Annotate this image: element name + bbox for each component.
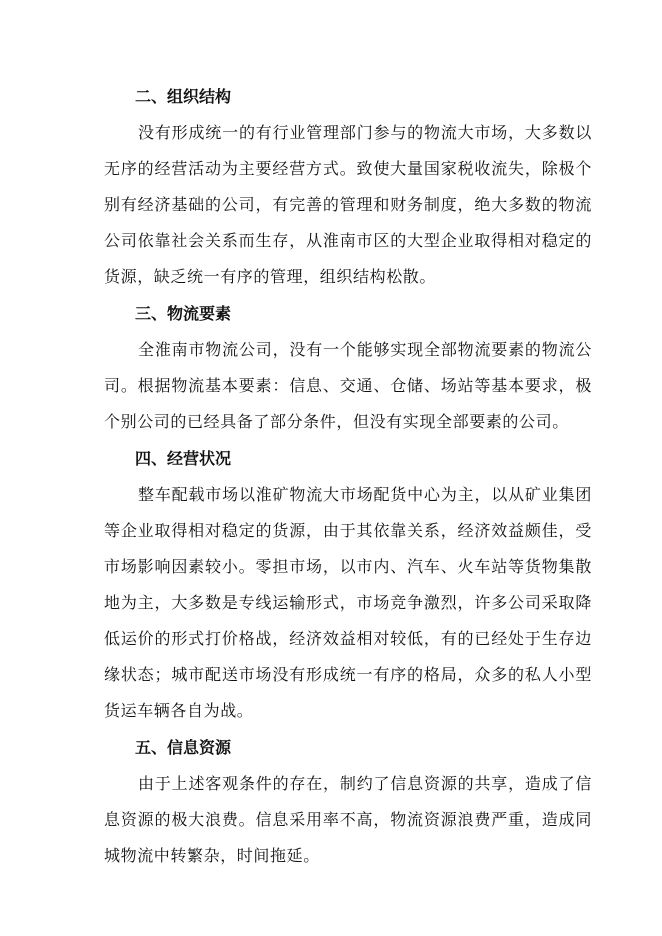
section-paragraph: 由于上述客观条件的存在，制约了信息资源的共享，造成了信息资源的极大浪费。信息采用率不高，物流资源浪费严重，造成同城物流中转繁杂，时间拖延。	[104, 774, 592, 865]
section-paragraph: 整车配载市场以淮矿物流大市场配货中心为主，以从矿业集团等企业取得相对稳定的货源，由于其依靠关系，经济效益颇佳，受市场影响因素较小。零担市场，以市内、汽车、火车站等货物集散地为主，大多数是专线运输形式，市场竞争激烈，许多公司采取降低运价的形式打价格战，经济效益相对较低，有的已经处于生存边缘状态；城市配送市场没有形成统一有序的格局，众多的私人小型货运车辆各自为战。	[104, 485, 592, 720]
section-heading: 二、组织结构	[135, 87, 232, 106]
section-organization-structure	[104, 78, 592, 295]
section-heading: 四、经营状况	[135, 449, 232, 468]
section-logistics-elements	[104, 295, 592, 440]
document-page	[104, 78, 592, 874]
section-information-resources	[104, 729, 592, 874]
section-heading: 三、物流要素	[135, 304, 232, 323]
section-paragraph: 全淮南市物流公司，没有一个能够实现全部物流要素的物流公司。根据物流基本要素：信息、交通、仓储、场站等基本要求，极个别公司的已经具备了部分条件，但没有实现全部要素的公司。	[104, 340, 592, 431]
section-operating-status	[104, 440, 592, 729]
section-paragraph: 没有形成统一的有行业管理部门参与的物流大市场，大多数以无序的经营活动为主要经营方式。致使大量国家税收流失，除极个别有经济基础的公司，有完善的管理和财务制度，绝大多数的物流公司依靠社会关系而生存，从淮南市区的大型企业取得相对稳定的货源，缺乏统一有序的管理，组织结构松散。	[104, 123, 592, 286]
section-heading: 五、信息资源	[135, 738, 232, 757]
